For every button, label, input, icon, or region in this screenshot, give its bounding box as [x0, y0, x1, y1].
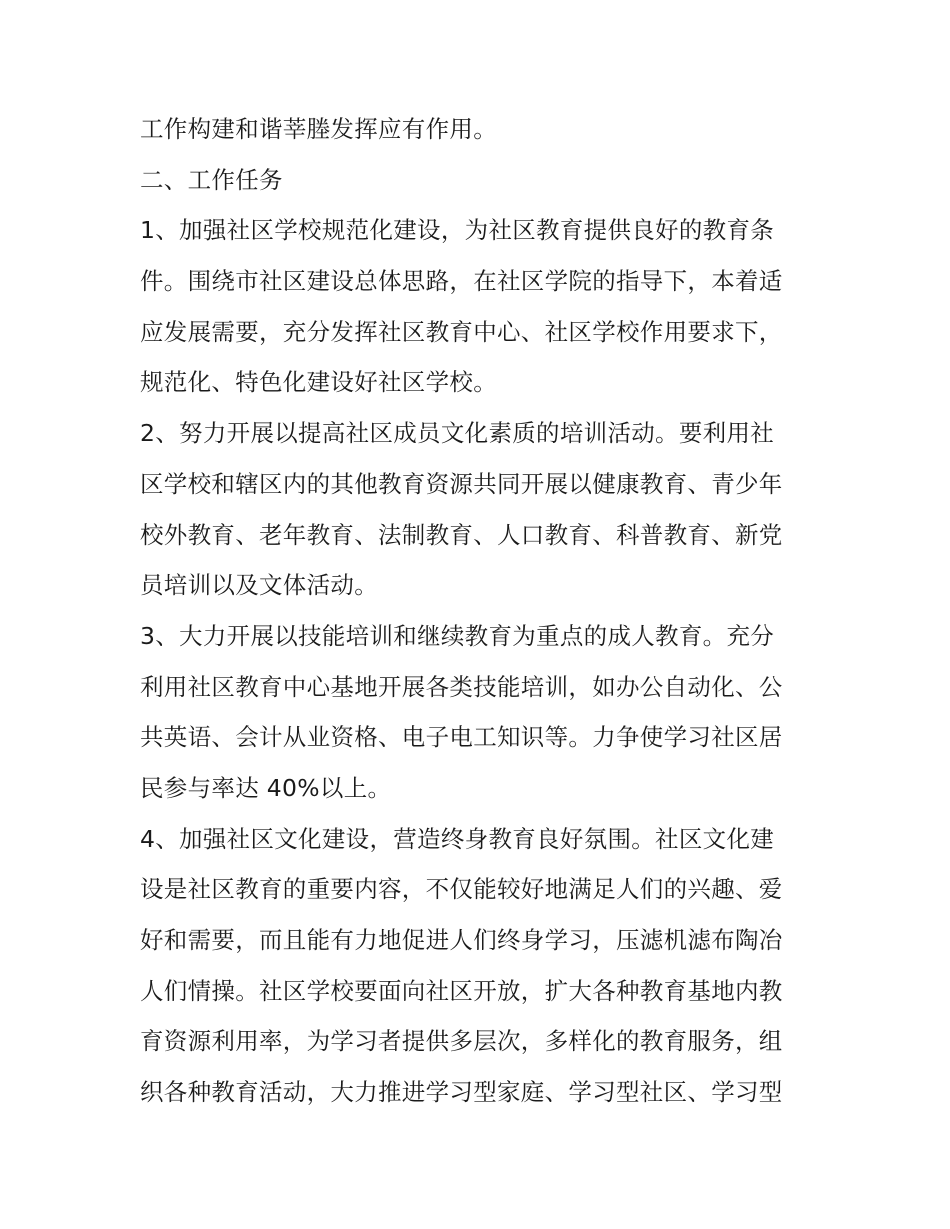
- text-line: 区学校和辖区内的其他教育资源共同开展以健康教育、青少年: [140, 470, 783, 498]
- text-line: 设是社区教育的重要内容，不仅能较好地满足人们的兴趣、爱: [140, 875, 783, 903]
- text-line: 规范化、特色化建设好社区学校。: [140, 368, 497, 396]
- section-heading: 二、工作任务: [140, 166, 283, 194]
- text-line: 4、加强社区文化建设，营造终身教育良好氛围。社区文化建: [140, 825, 775, 853]
- text-line: 人们情操。社区学校要面向社区开放，扩大各种教育基地内教: [140, 977, 783, 1005]
- text-line: 2、努力开展以提高社区成员文化素质的培训活动。要利用社: [140, 419, 775, 447]
- text-line: 育资源利用率，为学习者提供多层次，多样化的教育服务，组: [140, 1027, 783, 1055]
- text-line: 共英语、会计从业资格、电子电工知识等。力争使学习社区居: [140, 723, 783, 751]
- text-line: 员培训以及文体活动。: [140, 571, 378, 599]
- text-line: 织各种教育活动，大力推进学习型家庭、学习型社区、学习型: [140, 1078, 783, 1106]
- text-line: 利用社区教育中心基地开展各类技能培训，如办公自动化、公: [140, 673, 783, 701]
- text-line: 好和需要，而且能有力地促进人们终身学习，压滤机滤布陶冶: [140, 926, 783, 954]
- text-line: 工作构建和谐莘塍发挥应有作用。: [140, 115, 497, 143]
- text-line: 应发展需要，充分发挥社区教育中心、社区学校作用要求下，: [140, 318, 783, 346]
- text-line: 件。围绕市社区建设总体思路，在社区学院的指导下，本着适: [140, 267, 783, 295]
- text-line: 3、大力开展以技能培训和继续教育为重点的成人教育。充分: [140, 622, 775, 650]
- text-line: 1、加强社区学校规范化建设，为社区教育提供良好的教育条: [140, 216, 775, 244]
- text-line: 民参与率达 40%以上。: [140, 774, 392, 802]
- text-line: 校外教育、老年教育、法制教育、人口教育、科普教育、新党: [140, 521, 783, 549]
